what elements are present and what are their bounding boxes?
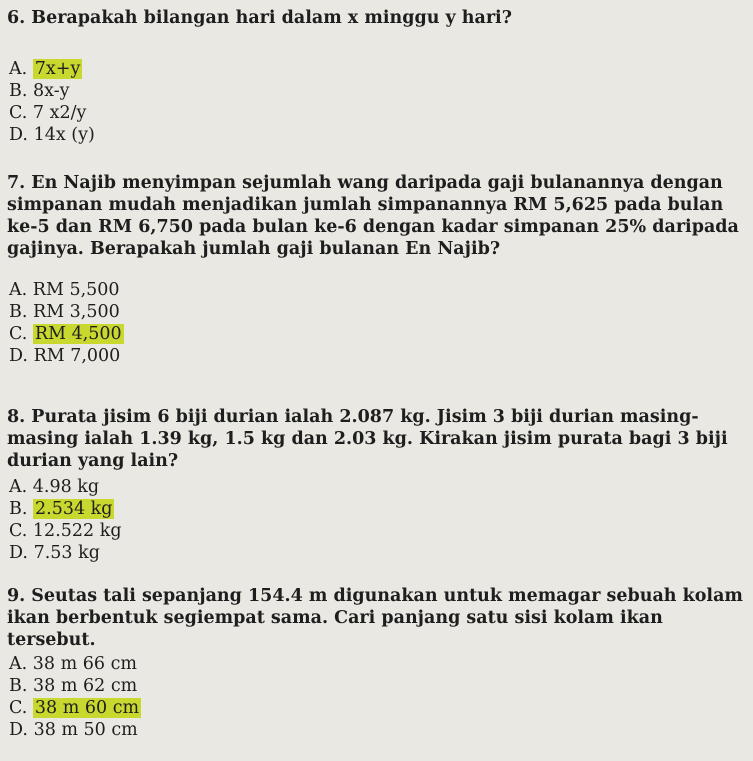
option-7c[interactable] (9, 323, 124, 345)
option-8a[interactable] (9, 476, 99, 498)
option-text: 7x+y (34, 59, 81, 79)
option-label: B. (9, 499, 28, 519)
option-text: 38 m 50 cm (33, 720, 138, 740)
question-number: 6. (7, 8, 26, 28)
option-8b[interactable] (9, 498, 114, 520)
option-6c[interactable] (9, 102, 86, 124)
option-text: 2.534 kg (35, 499, 113, 519)
option-label: D. (9, 720, 28, 740)
option-label: D. (9, 543, 28, 563)
option-label: B. (9, 676, 28, 696)
option-text: 7.53 kg (33, 543, 100, 563)
question-text: Seutas tali sepanjang 154.4 m digunakan untuk memagar sebuah kolam ikan berbentuk segiempat sama. Cari panjang satu sisi kolam ikan tersebut. (7, 586, 743, 650)
question-number: 7. (7, 173, 26, 193)
option-text: 12.522 kg (32, 521, 122, 541)
question-7 (7, 172, 747, 260)
option-6a[interactable] (9, 58, 82, 80)
question-9 (7, 585, 747, 651)
option-label: D. (9, 125, 28, 145)
option-7a[interactable] (9, 279, 120, 301)
option-8d[interactable] (9, 542, 100, 564)
option-text: RM 5,500 (32, 280, 120, 300)
option-label: A. (9, 280, 28, 300)
question-number: 8. (7, 407, 26, 427)
option-text: 38 m 62 cm (33, 676, 138, 696)
option-text: RM 3,500 (33, 302, 120, 322)
question-8 (7, 406, 747, 472)
option-label: A. (9, 477, 28, 497)
option-text: RM 4,500 (34, 324, 122, 344)
option-9d[interactable] (9, 719, 138, 741)
option-text: RM 7,000 (33, 346, 121, 366)
option-label: D. (9, 346, 28, 366)
option-text: 4.98 kg (32, 477, 100, 497)
option-9a[interactable] (9, 653, 137, 675)
option-label: A. (9, 654, 28, 674)
question-number: 9. (7, 586, 26, 606)
option-label: B. (9, 81, 28, 101)
question-text: Purata jisim 6 biji durian ialah 2.087 kg. Jisim 3 biji durian masing-masing ialah 1.39 kg, 1.5 kg dan 2.03 kg. Kirakan jisim purata bagi 3 biji durian yang lain? (7, 407, 728, 471)
question-text: En Najib menyimpan sejumlah wang daripada gaji bulanannya dengan simpanan mudah menjadikan jumlah simpanannya RM 5,625 pada bulan ke-5 dan RM 6,750 pada bulan ke-6 dengan kadar simpanan 25% daripada gajinya. Berapakah jumlah gaji bulanan En Najib? (7, 173, 739, 259)
option-text: 38 m 66 cm (32, 654, 137, 674)
option-label: B. (9, 302, 28, 322)
option-9c[interactable] (9, 697, 141, 719)
option-label: C. (9, 698, 28, 718)
option-label: C. (9, 324, 28, 344)
option-6d[interactable] (9, 124, 95, 146)
option-9b[interactable] (9, 675, 137, 697)
option-label: C. (9, 103, 28, 123)
option-8c[interactable] (9, 520, 122, 542)
question-6 (7, 7, 747, 29)
option-text: 8x-y (33, 81, 70, 101)
option-text: 7 x2/y (32, 103, 87, 123)
option-text: 14x (y) (33, 125, 95, 145)
question-text: Berapakah bilangan hari dalam x minggu y hari? (31, 8, 512, 28)
option-6b[interactable] (9, 80, 70, 102)
option-label: C. (9, 521, 28, 541)
option-text: 38 m 60 cm (34, 698, 140, 718)
option-label: A. (9, 59, 28, 79)
option-7b[interactable] (9, 301, 120, 323)
option-7d[interactable] (9, 345, 120, 367)
